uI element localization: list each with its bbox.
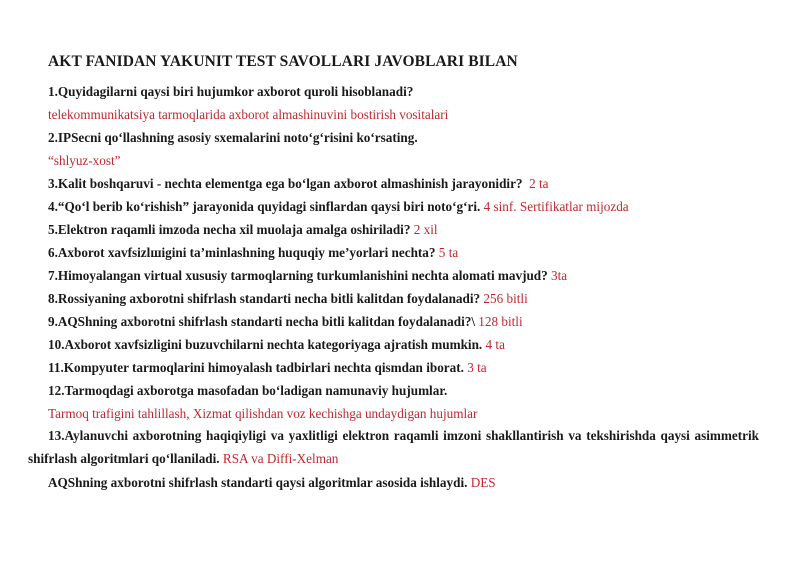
answer-12 [48, 405, 760, 422]
question-text: 4.“Qo‘l berib ko‘rishish” jarayonida quyidagi sinflardan qaysi biri noto‘g‘ri. [48, 199, 481, 214]
answer-text: DES [470, 475, 496, 490]
question-5 [48, 221, 760, 238]
answer-text: 3 ta [467, 360, 487, 375]
question-2 [48, 129, 760, 146]
question-text: 9.AQShning axborotni shifrlash standarti necha bitli kalitdan foydalanadi?\ [48, 314, 475, 329]
question-3 [48, 175, 760, 192]
answer-text: 4 sinf. Sertifikatlar mijozda [483, 199, 629, 214]
answer-text: 2 xil [413, 222, 438, 237]
question-13 [28, 425, 759, 470]
answer-1 [48, 106, 760, 123]
answer-text: RSA va Diffi-Xelman [222, 450, 339, 466]
question-6 [48, 244, 760, 261]
question-4 [48, 198, 760, 215]
question-text: 8.Rossiyaning axborotni shifrlash standarti necha bitli kalitdan foydalanadi? [48, 291, 481, 306]
question-7 [48, 267, 760, 284]
question-text: 10.Axborot xavfsizligini buzuvchilarni nechta kategoriyaga ajratish mumkin. [48, 337, 483, 352]
question-11 [48, 359, 760, 376]
answer-text: 5 ta [438, 245, 459, 260]
question-text: AQShning axborotni shifrlash standarti qaysi algoritmlar asosida ishlaydi. [48, 475, 468, 490]
question-1 [48, 83, 760, 100]
question-text: 11.Kompyuter tarmoqlarini himoyalash tadbirlari nechta qismdan iborat. [48, 360, 464, 375]
document-title: AKT FANIDAN YAKUNIT TEST SAVOLLARI JAVOBLARI BILAN [48, 53, 518, 70]
question-text: 12.Tarmoqdagi axborotga masofadan bo‘ladigan namunaviy hujumlar. [48, 383, 448, 398]
question-9 [48, 313, 760, 330]
answer-text: 128 bitli [478, 314, 523, 329]
answer-text: “shlyuz-xost” [48, 153, 121, 168]
question-text: 5.Elektron raqamli imzoda necha xil muolaja amalga oshiriladi? [48, 222, 411, 237]
question-14 [48, 474, 760, 491]
answer-text: Tarmoq trafigini tahlillash, Xizmat qilishdan voz kechishga undaydigan hujumlar [48, 406, 478, 421]
question-8 [48, 290, 760, 307]
question-text: 3.Kalit boshqaruvi - nechta elementga ega bo‘lgan axborot almashinish jarayonidir? [48, 176, 523, 191]
answer-text: 3ta [551, 268, 568, 283]
question-10 [48, 336, 760, 353]
answer-text: 4 ta [485, 337, 505, 352]
question-text: 13.Aylanuvchi axborotning haqiqiyligi va yaxlitligi elektron raqamli imzoni shakllantirish va tekshirishda qaysi asimmetrik shifrlash algoritmlari qo‘llaniladi. [28, 428, 759, 466]
question-text: 2.IPSecni qo‘llashning asosiy sxemalarini noto‘g‘risini ko‘rsating. [48, 130, 418, 145]
question-text: 1.Quyidagilarni qaysi biri hujumkor axborot quroli hisoblanadi? [48, 84, 414, 99]
answer-text: 2 ta [529, 176, 549, 191]
answer-text: telekommunikatsiya tarmoqlarida axborot almashinuvini bostirish vositalari [48, 107, 449, 122]
answer-text: 256 bitli [483, 291, 528, 306]
question-text: 6.Axborot xavfsizlшigini ta’minlashning huquqiy me’yorlari nechta? [48, 245, 436, 260]
question-12 [48, 382, 760, 399]
question-text: 7.Himoyalangan virtual xususiy tarmoqlarning turkumlanishini nechta alomati mavjud? [48, 268, 548, 283]
answer-2 [48, 152, 760, 169]
